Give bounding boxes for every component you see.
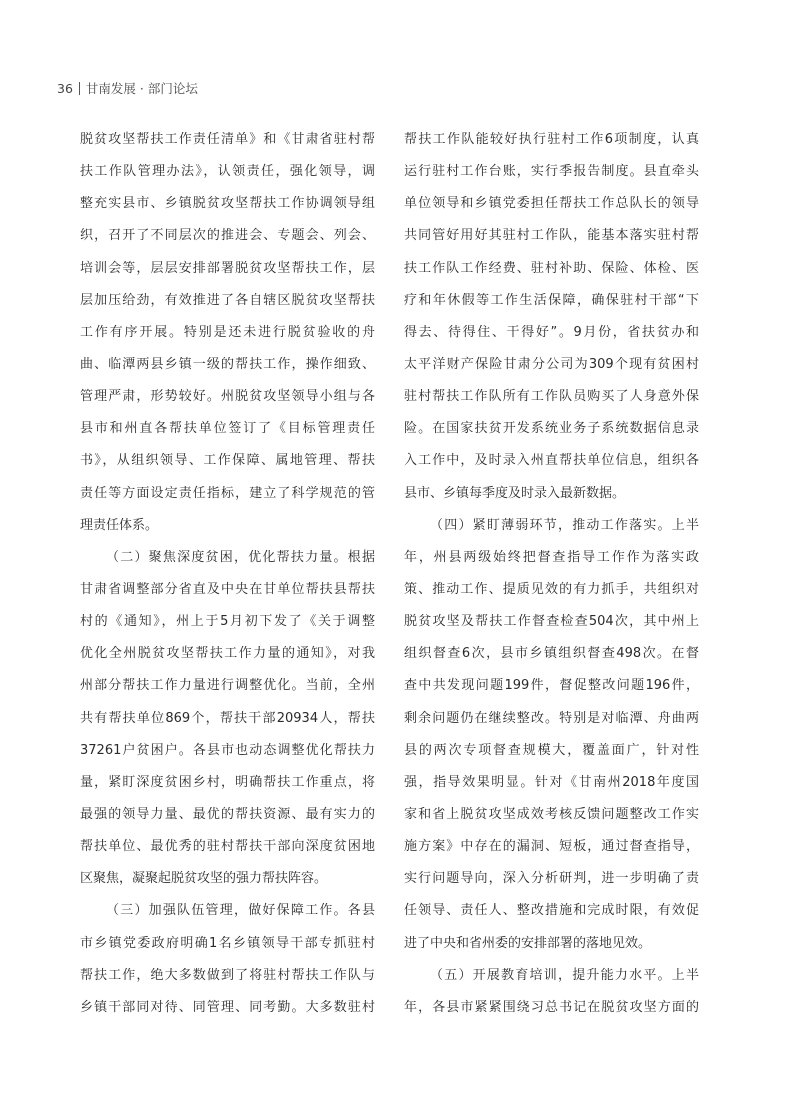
text-line: 书》，从组织领导、工作保障、属地管理、帮扶 <box>80 453 375 469</box>
text-line: 单位领导和乡镇党委担任帮扶工作总队长的领导 <box>404 196 699 212</box>
text-line: 运行驻村工作台账，实行季报告制度。县直牵头 <box>404 164 699 180</box>
text-line: 年，州县两级始终把督查指导工作作为落实政 <box>404 549 699 565</box>
page-number: 36 <box>57 80 73 96</box>
text-line: 县市和州直各帮扶单位签订了《目标管理责任 <box>80 421 375 437</box>
text-line: 最强的领导力量、最优的帮扶资源、最有实力的 <box>80 806 375 822</box>
text-line: 驻村帮扶工作队所有工作队员购买了人身意外保 <box>404 389 699 405</box>
text-line: 织，召开了不同层次的推进会、专题会、列会、 <box>80 228 375 244</box>
text-line: 乡镇干部同对待、同管理、同考勤。大多数驻村 <box>80 999 375 1015</box>
text-line: 帮扶工作，绝大多数做到了将驻村帮扶工作队与 <box>80 967 375 983</box>
text-line: 疗和年休假等工作生活保障，确保驻村干部“下 <box>404 292 699 308</box>
text-line: 帮扶单位、最优秀的驻村帮扶干部向深度贫困地 <box>80 839 375 855</box>
text-line: 市乡镇党委政府明确1名乡镇领导干部专抓驻村 <box>80 935 375 951</box>
text-line: 年，各县市紧紧围绕习总书记在脱贫攻坚方面的 <box>404 999 699 1015</box>
text-line: 进了中央和省州委的安排部署的落地见效。 <box>404 935 652 951</box>
text-line: 共同管好用好其驻村工作队，能基本落实驻村帮 <box>404 228 699 244</box>
text-line: 策、推动工作、提质见效的有力抓手，共组织对 <box>404 581 699 597</box>
text-line: 险。在国家扶贫开发系统业务子系统数据信息录 <box>404 421 699 437</box>
text-line: （二）聚焦深度贫困，优化帮扶力量。根据 <box>106 549 375 565</box>
text-line: 共有帮扶单位869个，帮扶干部20934人，帮扶 <box>80 710 375 726</box>
text-line: 培训会等，层层安排部署脱贫攻坚帮扶工作，层 <box>80 260 375 276</box>
text-line: 工作有序开展。特别是还未进行脱贫验收的舟 <box>80 324 375 340</box>
text-line: 太平洋财产保险甘肃分公司为309个现有贫困村 <box>404 356 699 372</box>
text-line: 任领导、责任人、整改措施和完成时限，有效促 <box>404 903 699 919</box>
text-line: 甘肃省调整部分省直及中央在甘单位帮扶县帮扶 <box>80 581 375 597</box>
left-column <box>80 124 375 1024</box>
text-line: 曲、临潭两县乡镇一级的帮扶工作，操作细致、 <box>80 356 375 372</box>
text-line: 家和省上脱贫攻坚成效考核反馈问题整改工作实 <box>404 806 699 822</box>
text-line: 强，指导效果明显。针对《甘南州2018年度国 <box>404 774 699 790</box>
text-line: 县市、乡镇每季度及时录入最新数据。 <box>404 485 626 501</box>
running-header <box>57 79 198 97</box>
text-line: 责任等方面设定责任指标，建立了科学规范的管 <box>80 485 375 501</box>
text-line: （四）紧盯薄弱环节，推动工作落实。上半 <box>430 517 699 533</box>
text-line: 入工作中，及时录入州直帮扶单位信息，组织各 <box>404 453 699 469</box>
text-line: 层加压给劲，有效推进了各自辖区脱贫攻坚帮扶 <box>80 292 375 308</box>
text-line: 整充实县市、乡镇脱贫攻坚帮扶工作协调领导组 <box>80 196 375 212</box>
text-line: 得去、待得住、干得好”。9月份，省扶贫办和 <box>404 324 699 340</box>
header-divider <box>79 82 80 95</box>
text-line: 剩余问题仍在继续整改。特别是对临潭、舟曲两 <box>404 710 699 726</box>
text-line: 查中共发现问题199件，督促整改问题196件， <box>404 678 699 694</box>
text-line: 村的《通知》，州上于5月初下发了《关于调整 <box>80 614 375 630</box>
text-line: 37261户贫困户。各县市也动态调整优化帮扶力 <box>80 742 375 758</box>
text-line: 理责任体系。 <box>80 517 159 533</box>
text-line: （五）开展教育培训，提升能力水平。上半 <box>430 967 699 983</box>
right-column <box>404 124 699 1024</box>
text-line: 县的两次专项督查规模大，覆盖面广，针对性 <box>404 742 699 758</box>
text-line: 组织督查6次，县市乡镇组织督查498次。在督 <box>404 646 699 662</box>
text-line: （三）加强队伍管理，做好保障工作。各县 <box>106 903 375 919</box>
text-line: 扶工作队管理办法》，认领责任，强化领导，调 <box>80 164 375 180</box>
text-line: 扶工作队工作经费、驻村补助、保险、体检、医 <box>404 260 699 276</box>
text-line: 脱贫攻坚及帮扶工作督查检查504次，其中州上 <box>404 614 699 630</box>
text-line: 管理严肃，形势较好。州脱贫攻坚领导小组与各 <box>80 389 375 405</box>
text-line: 区聚焦，凝聚起脱贫攻坚的强力帮扶阵容。 <box>80 871 328 887</box>
text-line: 优化全州脱贫攻坚帮扶工作力量的通知》，对我 <box>80 646 375 662</box>
text-line: 施方案》中存在的漏洞、短板，通过督查指导， <box>404 839 699 855</box>
text-line: 州部分帮扶工作力量进行调整优化。当前，全州 <box>80 678 375 694</box>
section-title: 甘南发展 · 部门论坛 <box>85 81 198 96</box>
text-line: 量，紧盯深度贫困乡村，明确帮扶工作重点，将 <box>80 774 375 790</box>
text-line: 实行问题导向，深入分析研判，进一步明确了责 <box>404 871 699 887</box>
text-line: 帮扶工作队能较好执行驻村工作6项制度，认真 <box>404 132 699 147</box>
text-line: 脱贫攻坚帮扶工作责任清单》和《甘肃省驻村帮 <box>80 132 375 147</box>
